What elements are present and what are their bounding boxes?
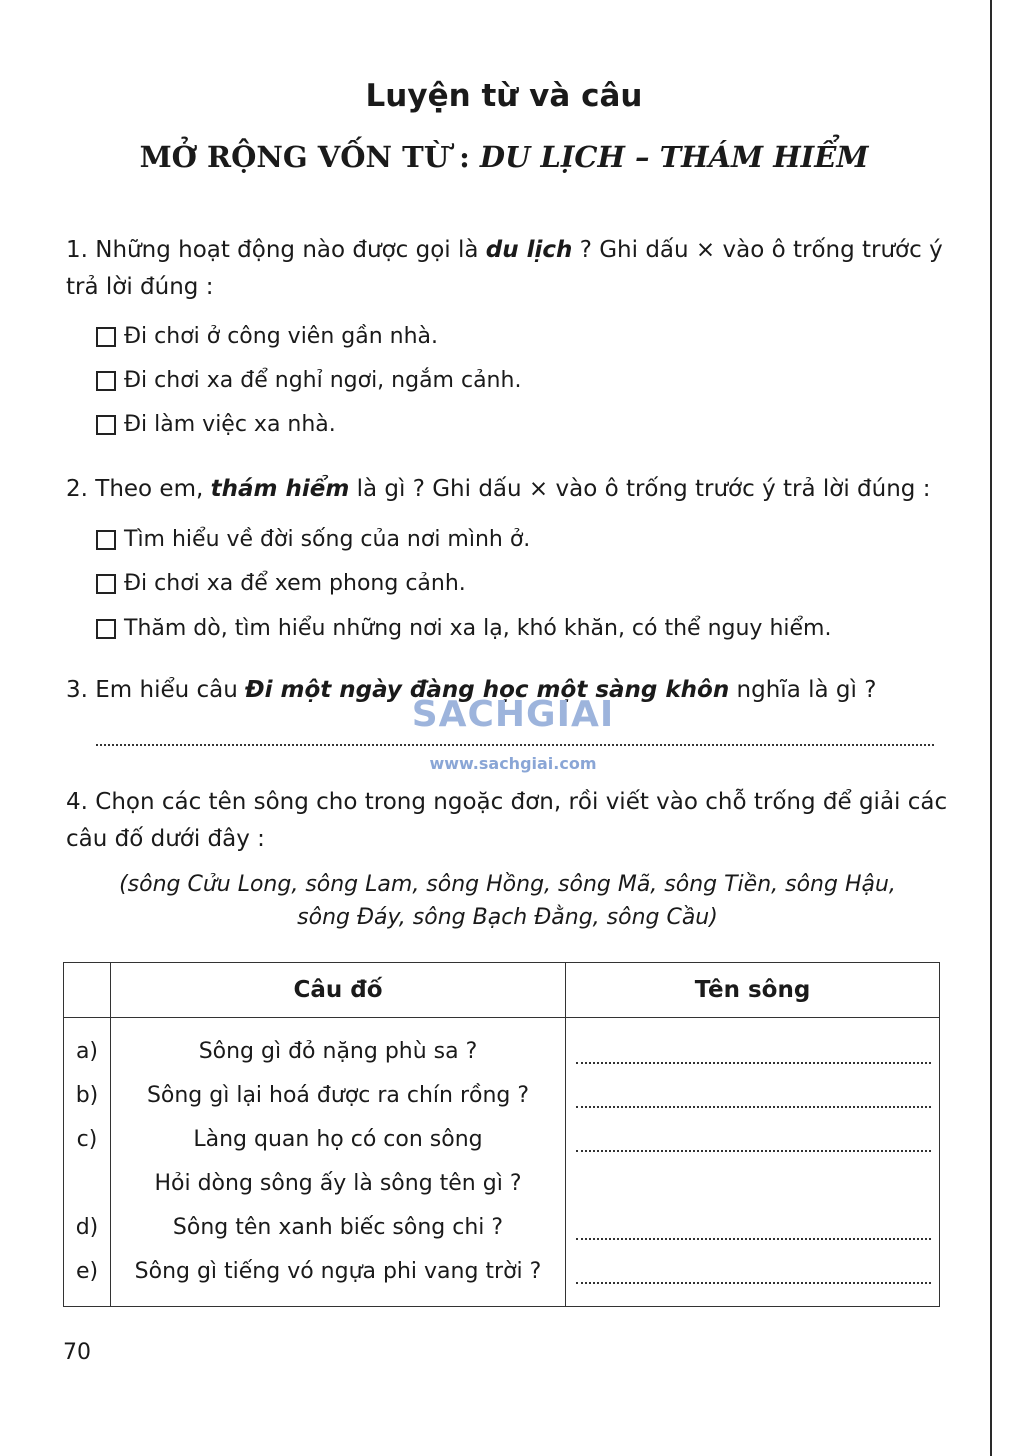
page-title: Luyện từ và câu — [365, 78, 643, 114]
page-subtitle — [0, 140, 1008, 174]
question-1 — [66, 232, 951, 306]
question-2-number: 2. — [66, 476, 88, 502]
row-label-e: e) — [75, 1259, 99, 1284]
river-list-line-1: (sông Cửu Long, sông Lam, sông Hồng, sông Mã, sông Tiền, sông Hậu, — [119, 872, 896, 897]
q1-option-2[interactable] — [96, 366, 521, 396]
table-header-row — [64, 963, 940, 1018]
riddle-c-line-1: Làng quan họ có con sông — [193, 1127, 483, 1152]
watermark-logo: SACHGIAI — [411, 694, 615, 735]
checkbox[interactable] — [96, 415, 116, 435]
table-body-row — [64, 1018, 940, 1307]
riddle-column — [111, 1018, 566, 1307]
page-edge-line — [990, 0, 992, 1456]
row-label-a: a) — [75, 1039, 99, 1064]
question-4-number: 4. — [66, 789, 88, 815]
checkbox[interactable] — [96, 371, 116, 391]
riddle-a: Sông gì đỏ nặng phù sa ? — [198, 1039, 478, 1064]
question-3-number: 3. — [66, 677, 88, 703]
row-label-d: d) — [75, 1215, 99, 1240]
checkbox[interactable] — [96, 327, 116, 347]
answer-c[interactable] — [566, 1118, 939, 1162]
q2-option-3[interactable] — [96, 614, 831, 644]
header-label-cell — [64, 963, 111, 1018]
option-label: Thăm dò, tìm hiểu những nơi xa lạ, khó khăn, có thể nguy hiểm. — [124, 616, 832, 641]
answer-b[interactable] — [566, 1074, 939, 1118]
question-4 — [66, 784, 951, 858]
option-label: Đi chơi ở công viên gần nhà. — [124, 324, 439, 349]
riddle-d: Sông tên xanh biếc sông chi ? — [172, 1215, 504, 1240]
riddle-c-line-2: Hỏi dòng sông ấy là sông tên gì ? — [154, 1171, 522, 1196]
row-label-c: c) — [76, 1127, 98, 1152]
header-answer: Tên sông — [566, 963, 940, 1018]
q1-option-3[interactable] — [96, 410, 336, 440]
q1-option-1[interactable] — [96, 322, 438, 352]
watermark-url: www.sachgiai.com — [429, 754, 597, 773]
q2-option-2[interactable] — [96, 569, 466, 599]
checkbox[interactable] — [96, 574, 116, 594]
subtitle-topic: DU LỊCH – THÁM HIỂM — [479, 140, 869, 174]
question-3-keyword: Đi một ngày đàng học một sàng khôn — [245, 677, 730, 703]
answer-a[interactable] — [566, 1030, 939, 1074]
river-list-line-2: sông Đáy, sông Bạch Đằng, sông Cầu) — [297, 905, 718, 930]
label-column — [64, 1018, 111, 1307]
page-number: 70 — [63, 1340, 91, 1365]
option-label: Đi làm việc xa nhà. — [124, 412, 336, 437]
question-1-number: 1. — [66, 237, 88, 263]
question-4-text: Chọn các tên sông cho trong ngoặc đơn, rồi viết vào chỗ trống để giải các câu đố dưới đây : — [66, 789, 948, 852]
q3-answer-line[interactable] — [96, 744, 934, 746]
riddle-b: Sông gì lại hoá được ra chín rồng ? — [146, 1083, 530, 1108]
question-1-text-a: Những hoạt động nào được gọi là — [95, 237, 486, 263]
question-2-text-b: là gì ? Ghi dấu × vào ô trống trước ý trả lời đúng : — [349, 476, 931, 502]
q2-option-1[interactable] — [96, 525, 530, 555]
option-label: Đi chơi xa để xem phong cảnh. — [124, 571, 466, 596]
answer-column — [566, 1018, 940, 1307]
question-2-text-a: Theo em, — [95, 476, 211, 502]
question-2 — [66, 471, 966, 508]
row-label-b: b) — [75, 1083, 99, 1108]
option-label: Tìm hiểu về đời sống của nơi mình ở. — [124, 527, 531, 552]
question-2-keyword: thám hiểm — [210, 476, 350, 502]
question-3-text-a: Em hiểu câu — [95, 677, 246, 703]
question-1-keyword: du lịch — [485, 237, 573, 263]
checkbox[interactable] — [96, 619, 116, 639]
answer-e[interactable] — [566, 1250, 939, 1294]
checkbox[interactable] — [96, 530, 116, 550]
subtitle-prefix: MỞ RỘNG VỐN TỪ : — [139, 140, 480, 174]
riddle-table — [63, 962, 940, 1307]
question-3-text-b: nghĩa là gì ? — [729, 677, 877, 703]
header-riddle: Câu đố — [111, 963, 566, 1018]
option-label: Đi chơi xa để nghỉ ngơi, ngắm cảnh. — [124, 368, 522, 393]
question-1-text-b: ? Ghi dấu × vào ô trống trước ý trả lời đúng : — [66, 237, 943, 300]
riddle-e: Sông gì tiếng vó ngựa phi vang trời ? — [134, 1259, 542, 1284]
answer-d[interactable] — [566, 1206, 939, 1250]
